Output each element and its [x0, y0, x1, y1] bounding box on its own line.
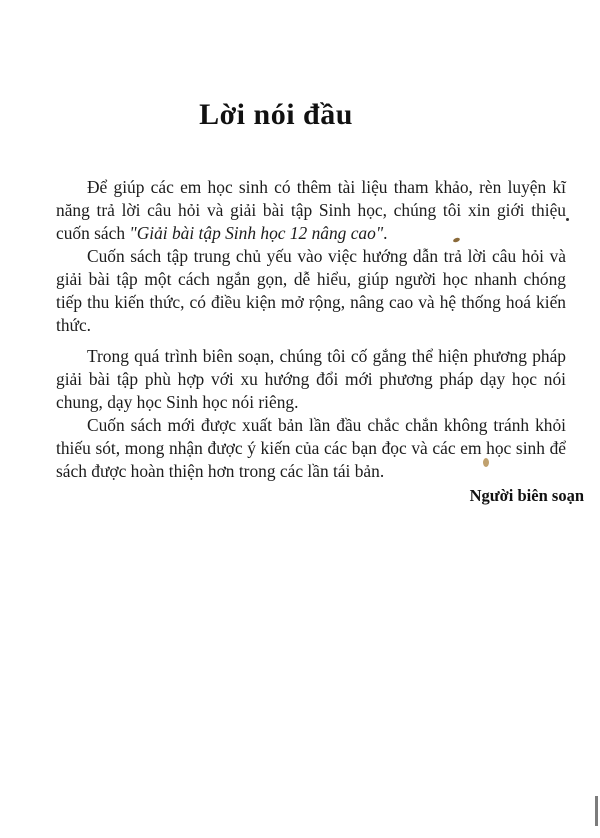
signature: Người biên soạn: [469, 486, 584, 505]
scan-edge-mark: [595, 796, 598, 826]
paragraph-3: Trong quá trình biên soạn, chúng tôi cố gắng thể hiện phương pháp giải bài tập phù hợp với xu hướng đổi mới phương pháp dạy học nói chung, dạy học Sinh học nói riêng.: [56, 346, 566, 412]
paragraph-1-end: .: [383, 223, 388, 243]
ink-speck: [566, 218, 569, 221]
page-title: Lời nói đầu: [199, 98, 353, 131]
paragraph-1-text: Để giúp các em học sinh có thêm tài liệu tham khảo, rèn luyện kĩ năng trả lời câu hỏi và giải bài tập Sinh học, chúng tôi xin giới thiệu cuốn sách: [56, 177, 566, 243]
paragraph-2: Cuốn sách tập trung chủ yếu vào việc hướng dẫn trả lời câu hỏi và giải bài tập một cách ngắn gọn, dễ hiểu, giúp người học nhanh chóng tiếp thu kiến thức, có điều kiện mở rộng, nâng cao và hệ thống hoá kiến thức.: [56, 246, 566, 335]
paragraph-4: Cuốn sách mới được xuất bản lần đầu chắc chắn không tránh khỏi thiếu sót, mong nhận được ý kiến của các bạn đọc và các em học sinh để sách được hoàn thiện hơn trong các lần tái bản.: [56, 415, 566, 481]
book-title: "Giải bài tập Sinh học 12 nâng cao": [129, 223, 384, 243]
ink-speck: [483, 458, 489, 467]
paragraph-1: [56, 176, 566, 245]
